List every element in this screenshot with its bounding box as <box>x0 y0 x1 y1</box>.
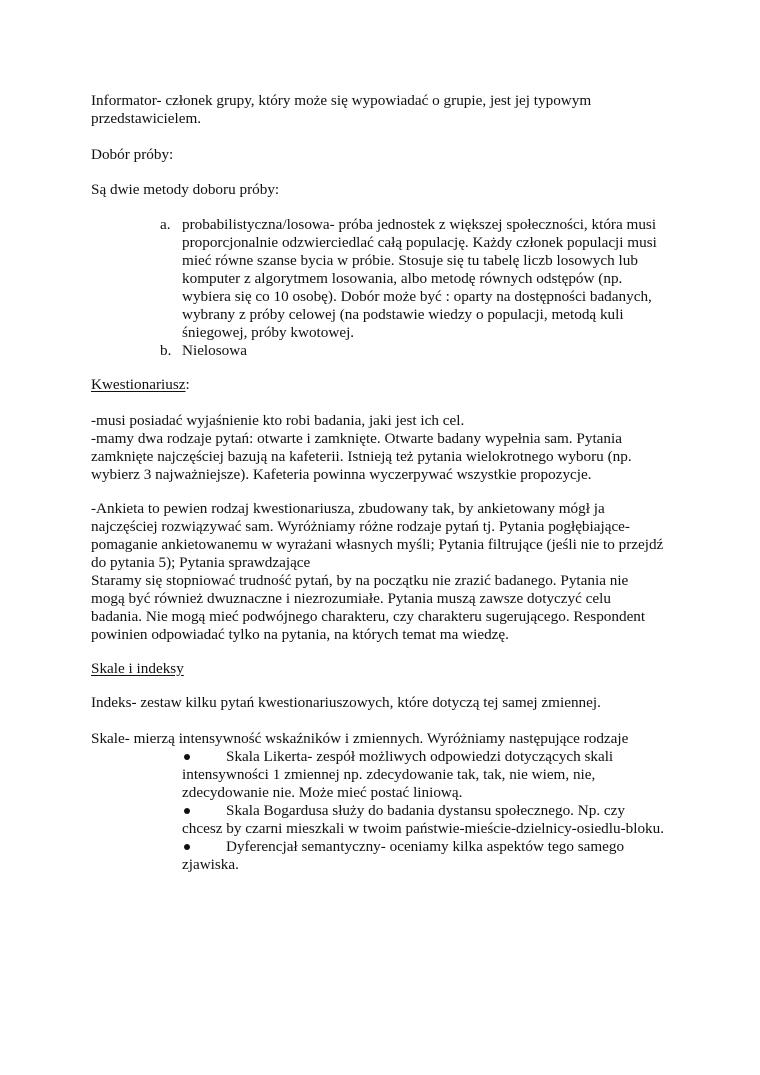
intro-line-1: Informator- członek grupy, który może się wypowiadać o grupie, jest jej typowym <box>91 92 592 109</box>
questionnaire-paragraph-1-line-3: zamknięte najczęściej bazują na kafeterii. Istnieją też pytania wielokrotnego wyboru (np. <box>91 448 632 465</box>
sampling-item-a-line-3: mieć równe szanse bycia w próbie. Stosuje się tu tabelę liczb losowych lub <box>182 252 638 269</box>
list-marker-b: b. <box>160 342 172 359</box>
sampling-item-a-line-5: wybiera się co 10 osobę). Dobór może być : oparty na dostępności badanych, <box>182 288 652 305</box>
likert-line-3: zdecydowanie nie. Może mieć postać liniową. <box>182 784 463 801</box>
semantic-differential-line-1: Dyferencjał semantyczny- oceniamy kilka aspektów tego samego <box>226 838 625 855</box>
questionnaire-paragraph-2-line-3: pomaganie ankietowanemu w wyrażani własnych myśli; Pytania filtrujące (jeśli nie to przejdź <box>91 536 664 553</box>
questionnaire-paragraph-2-line-6: mogą być również dwuznaczne i niezrozumiałe. Pytania muszą zawsze dotyczyć celu <box>91 590 611 607</box>
bullet-bogardus-icon <box>184 808 190 814</box>
list-marker-a: a. <box>160 216 171 233</box>
sampling-item-a-line-7: śniegowej, próby kwotowej. <box>182 324 355 341</box>
bullet-semantic-differential-icon <box>184 844 190 850</box>
bullet-likert-icon <box>184 754 190 760</box>
questionnaire-heading-suffix: : <box>185 376 190 393</box>
questionnaire-paragraph-1-line-1: -musi posiadać wyjaśnienie kto robi badania, jaki jest ich cel. <box>91 412 465 429</box>
bogardus-line-2: chcesz by czarni mieszkali w twoim państwie-mieście-dzielnicy-osiedlu-bloku. <box>182 820 665 837</box>
questionnaire-paragraph-2-line-5: Staramy się stopniować trudność pytań, by na początku nie zrazić badanego. Pytania nie <box>91 572 629 589</box>
index-definition: Indeks- zestaw kilku pytań kwestionariuszowych, które dotyczą tej samej zmiennej. <box>91 694 601 711</box>
intro-line-2: przedstawicielem. <box>91 110 202 127</box>
sampling-item-a-line-4: komputer z algorytmem losowania, albo metodę równych odstępów (np. <box>182 270 623 287</box>
questionnaire-paragraph-1-line-2: -mamy dwa rodzaje pytań: otwarte i zamknięte. Otwarte badany wypełnia sam. Pytania <box>91 430 622 447</box>
questionnaire-heading-row <box>91 376 190 394</box>
questionnaire-paragraph-2-line-8: powinien odpowiadać tylko na pytania, na których temat ma wiedzę. <box>91 626 509 643</box>
questionnaire-paragraph-2-line-2: najczęściej rozwiązywać sam. Wyróżniamy różne rodzaje pytań tj. Pytania pogłębiające- <box>91 518 630 535</box>
sampling-item-a-line-2: proporcjonalnie odzwierciedlać całą populację. Każdy członek populacji musi <box>182 234 657 251</box>
sampling-item-a-line-1: probabilistyczna/losowa- próba jednostek z większej społeczności, która musi <box>182 216 657 233</box>
questionnaire-paragraph-2-line-4: do pytania 5); Pytania sprawdzające <box>91 554 311 571</box>
questionnaire-heading: Kwestionariusz <box>91 376 186 393</box>
semantic-differential-line-2: zjawiska. <box>182 856 239 873</box>
scale-definition: Skale- mierzą intensywność wskaźników i zmiennych. Wyróżniamy następujące rodzaje <box>91 730 629 747</box>
questionnaire-paragraph-2-line-1: -Ankieta to pewien rodzaj kwestionariusza, zbudowany tak, by ankietowany mógł ja <box>91 500 605 517</box>
likert-line-1: Skala Likerta- zespół możliwych odpowiedzi dotyczących skali <box>226 748 614 765</box>
scales-heading: Skale i indeksy <box>91 660 184 677</box>
questionnaire-paragraph-2-line-7: badania. Nie mogą mieć podwójnego charakteru, czy charakteru sugerującego. Respondent <box>91 608 646 625</box>
sampling-intro: Są dwie metody doboru próby: <box>91 181 280 198</box>
sampling-heading: Dobór próby: <box>91 146 174 163</box>
likert-line-2: intensywności 1 zmiennej np. zdecydowanie tak, tak, nie wiem, nie, <box>182 766 596 783</box>
sampling-item-b-line-1: Nielosowa <box>182 342 247 359</box>
sampling-item-a-line-6: wybrany z próby celowej (na podstawie wiedzy o populacji, metodą kuli <box>182 306 624 323</box>
questionnaire-paragraph-1-line-4: wybierz 3 najważniejsze). Kafeteria powinna wyczerpywać wszystkie propozycje. <box>91 466 592 483</box>
bogardus-line-1: Skala Bogardusa służy do badania dystansu społecznego. Np. czy <box>226 802 625 819</box>
